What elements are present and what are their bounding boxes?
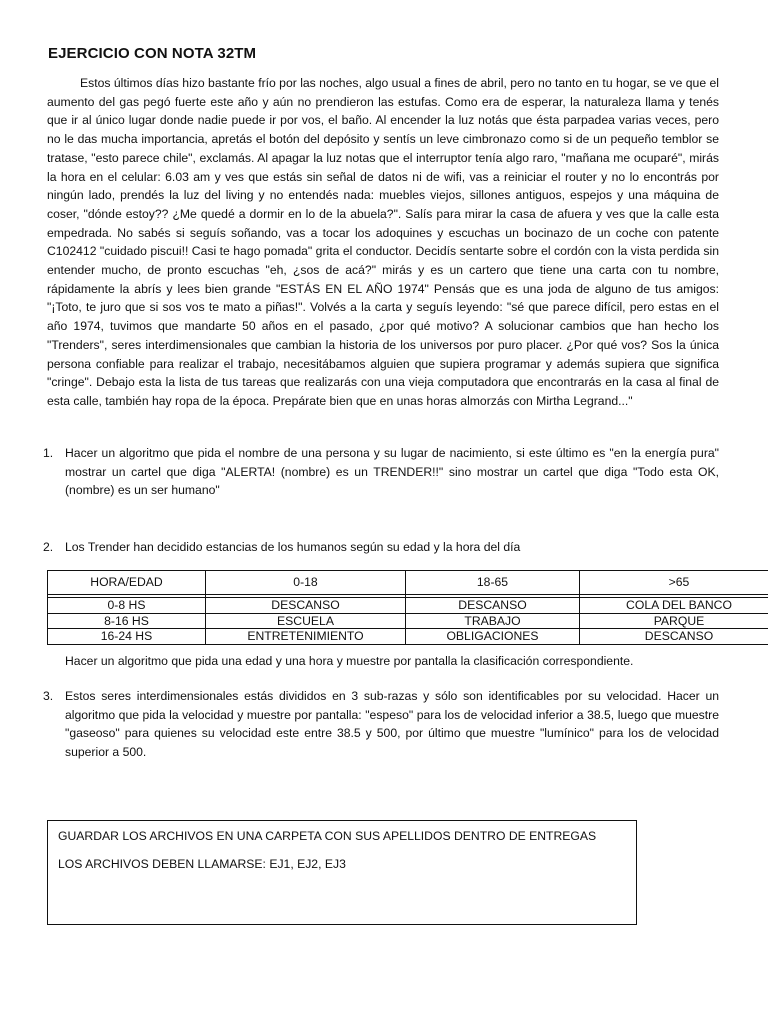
exercise-text: Estos seres interdimensionales estás divididos en 3 sub-razas y sólo son identificables por su velocidad. Hacer un algoritmo que pida la velocidad y muestre por pantalla: "espeso" para los de velocidad inferior a 38.5, luego que muestre "gaseoso" para quienes su velocidad este entre 38.5 y 500, por último que muestre "lumínico" para los de velocidad superior a 500. bbox=[65, 689, 719, 760]
table-cell: 8-16 HS bbox=[48, 613, 206, 629]
table-cell: 0-8 HS bbox=[48, 598, 206, 614]
notice-line: GUARDAR LOS ARCHIVOS EN UNA CARPETA CON SUS APELLIDOS DENTRO DE ENTREGAS bbox=[58, 829, 597, 843]
document-title: EJERCICIO CON NOTA 32TM bbox=[48, 45, 257, 62]
table-header-cell: >65 bbox=[580, 571, 768, 595]
table-header-cell: 0-18 bbox=[206, 571, 406, 595]
table-cell: ENTRETENIMIENTO bbox=[206, 629, 406, 645]
exercise-text: Hacer un algoritmo que pida el nombre de una persona y su lugar de nacimiento, si este último es "en la energía pura" mostrar un cartel que diga "ALERTA! (nombre) es un TRENDER!!" sino mostrar un cartel que diga "Todo esta OK, (nombre) es un ser humano" bbox=[65, 446, 719, 498]
table-cell: PARQUE bbox=[580, 613, 768, 629]
table-cell: 16-24 HS bbox=[48, 629, 206, 645]
table-header-row bbox=[48, 571, 768, 595]
intro-paragraph: Estos últimos días hizo bastante frío por las noches, algo usual a fines de abril, pero no tanto en tu hogar, se ve que el aumento del gas pegó fuerte este año y aún no prendieron las estufas. Como era de esperar, la naturaleza llama y tenés que ir al único lugar donde nadie puede ir por vos, el baño. Al encender la luz notás que ésta parpadea varias veces, pero no le das mucha importancia, apretás el botón del depósito y sentís un leve cimbronazo como si de un pequeño temblor se tratase, "esto parece chile", exclamás. Al apagar la luz notas que el interruptor tenía algo raro, "mañana me ocuparé", mirás la hora en el celular: 6.03 am y ves que estás sin señal de datos ni de wifi, vas a reiniciar el router y no lo encontrás por ningún lado, prendés la luz del living y no entendés nada: muebles viejos, sillones antiguos, espejos y una máquina de coser, "dónde estoy?? ¿Me quedé a dormir en lo de la abuela?". Salís para mirar la casa de afuera y ves que la calle esta empedrada. No sabés si seguís soñando, vas a tocar los adoquines y escuchas un bocinazo de un coche con patente C102412 "cuidado piscui!! Casi te hago pomada" grita el conductor. Decidís sentarte sobre el cordón con la vista perdida sin entender mucho, de pronto escuchas "eh, ¿sos de acá?" mirás y es un cartero que tiene una carta con tu nombre, rápidamente la abrís y lees bien grande "ESTÁS EN EL AÑO 1974" Pensás que es una joda de alguno de tus amigos: "¡Toto, te juro que si sos vos te mato a piñas!". Volvés a la carta y seguís leyendo: "sé que parece difícil, pero estas en el año 1974, tuvimos que mandarte 50 años en el pasado, ¿por qué motivo? A solucionar cambios que han hecho los "Trenders", seres interdimensionales que cambian la historia de los universos por puro placer. ¿Por qué vos? Sos la única persona confiable para realizar el trabajo, necesitábamos alguien que supiera programar y además supiera que significa "cringe". Debajo esta la lista de tus tareas que realizarás con una vieja computadora que encontrarás en la casa al final de esta calle, también hay ropa de la época. Prepárate bien que en unas horas almorzás con Mirtha Legrand..." bbox=[47, 76, 719, 408]
table-header-cell: HORA/EDAD bbox=[48, 571, 206, 595]
table-header-cell: 18-65 bbox=[406, 571, 580, 595]
exercise-item-2 bbox=[43, 538, 719, 557]
table-instruction: Hacer un algoritmo que pida una edad y una hora y muestre por pantalla la clasificación correspondiente. bbox=[65, 654, 634, 668]
exercise-text: Los Trender han decidido estancias de los humanos según su edad y la hora del día bbox=[65, 540, 521, 554]
schedule-table bbox=[47, 570, 768, 645]
table-row bbox=[48, 629, 768, 645]
table-cell: DESCANSO bbox=[580, 629, 768, 645]
table-cell: TRABAJO bbox=[406, 613, 580, 629]
table-row bbox=[48, 613, 768, 629]
table-cell: OBLIGACIONES bbox=[406, 629, 580, 645]
notice-box bbox=[47, 820, 637, 925]
list-number: 3. bbox=[43, 689, 54, 703]
table-row bbox=[48, 598, 768, 614]
table-cell: DESCANSO bbox=[406, 598, 580, 614]
table-cell: COLA DEL BANCO bbox=[580, 598, 768, 614]
list-number: 2. bbox=[43, 540, 54, 554]
notice-line: LOS ARCHIVOS DEBEN LLAMARSE: EJ1, EJ2, EJ3 bbox=[58, 857, 346, 871]
exercise-item-1 bbox=[43, 444, 719, 500]
table-cell: DESCANSO bbox=[206, 598, 406, 614]
exercise-item-3 bbox=[43, 687, 719, 762]
table-cell: ESCUELA bbox=[206, 613, 406, 629]
list-number: 1. bbox=[43, 446, 54, 460]
